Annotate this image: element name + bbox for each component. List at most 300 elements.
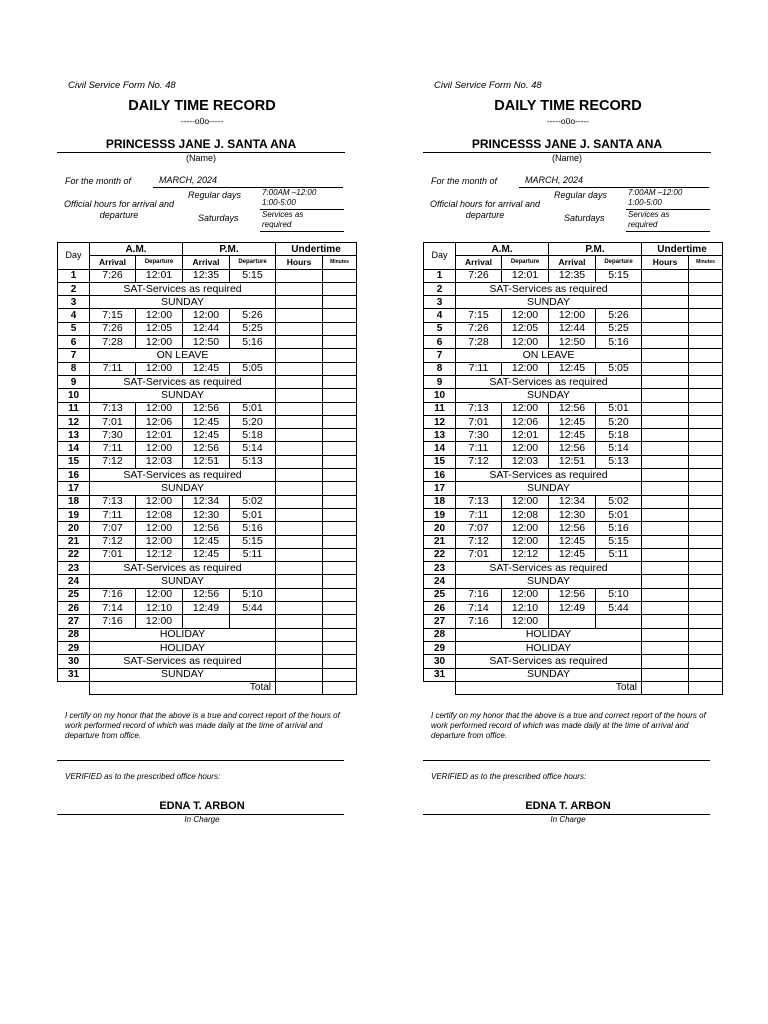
day-number: 19	[424, 508, 456, 521]
undertime-minutes	[323, 336, 357, 349]
pm-arrival-header: Arrival	[549, 256, 596, 269]
pm-departure: 5:18	[596, 429, 642, 442]
day-note: HOLIDAY	[90, 628, 276, 641]
table-row	[58, 455, 357, 468]
pm-header: P.M.	[183, 243, 276, 256]
time-record-table	[57, 242, 357, 695]
undertime-minutes	[323, 322, 357, 335]
undertime-minutes	[689, 482, 723, 495]
undertime-hours	[642, 602, 689, 615]
undertime-hours	[642, 442, 689, 455]
table-row	[58, 668, 357, 681]
day-number: 7	[424, 349, 456, 362]
undertime-hours	[276, 535, 323, 548]
pm-arrival: 12:00	[549, 309, 596, 322]
day-number: 21	[58, 535, 90, 548]
total-hours	[276, 681, 323, 694]
am-arrival: 7:26	[90, 322, 136, 335]
regular-days-morning: 7:00AM –12:00	[262, 188, 317, 197]
table-row	[424, 668, 723, 681]
table-row	[424, 495, 723, 508]
officer-role: In Charge	[550, 815, 586, 824]
am-arrival: 7:30	[90, 429, 136, 442]
undertime-minutes	[689, 415, 723, 428]
title-ornament: -----o0o-----	[546, 116, 590, 126]
officer-name: EDNA T. ARBON	[159, 800, 245, 812]
am-departure: 12:00	[136, 495, 183, 508]
verified-text: VERIFIED as to the prescribed office hours:	[65, 772, 221, 781]
time-record-body	[58, 243, 357, 695]
am-arrival: 7:01	[456, 548, 502, 561]
undertime-minutes	[323, 548, 357, 561]
day-number: 29	[58, 641, 90, 654]
minutes-header: Minutes	[323, 256, 357, 269]
undertime-hours	[276, 495, 323, 508]
table-row	[424, 508, 723, 521]
am-arrival: 7:12	[90, 535, 136, 548]
undertime-hours	[642, 615, 689, 628]
day-number: 11	[58, 402, 90, 415]
am-arrival: 7:16	[90, 588, 136, 601]
am-departure: 12:00	[136, 336, 183, 349]
table-row	[58, 282, 357, 295]
undertime-hours	[276, 615, 323, 628]
undertime-hours	[276, 655, 323, 668]
am-departure: 12:00	[502, 535, 549, 548]
undertime-minutes	[323, 575, 357, 588]
undertime-hours	[642, 269, 689, 282]
table-row	[58, 309, 357, 322]
pm-departure: 5:15	[596, 535, 642, 548]
undertime-hours	[642, 562, 689, 575]
undertime-minutes	[689, 429, 723, 442]
am-header: A.M.	[90, 243, 183, 256]
am-arrival: 7:28	[90, 336, 136, 349]
undertime-minutes	[323, 522, 357, 535]
officer-name: EDNA T. ARBON	[525, 800, 611, 812]
pm-arrival: 12:56	[183, 402, 230, 415]
am-departure: 12:00	[136, 522, 183, 535]
am-arrival: 7:11	[90, 362, 136, 375]
am-departure: 12:01	[502, 429, 549, 442]
undertime-minutes	[689, 535, 723, 548]
pm-departure: 5:02	[230, 495, 276, 508]
am-arrival: 7:16	[456, 588, 502, 601]
form-number: Civil Service Form No. 48	[434, 80, 542, 91]
undertime-hours	[276, 588, 323, 601]
employee-name: PRINCESSS JANE J. SANTA ANA	[57, 137, 345, 153]
day-number: 1	[424, 269, 456, 282]
am-departure: 12:00	[502, 495, 549, 508]
undertime-hours	[276, 309, 323, 322]
pm-arrival: 12:56	[183, 588, 230, 601]
pm-departure: 5:02	[596, 495, 642, 508]
day-number: 24	[424, 575, 456, 588]
undertime-hours	[642, 429, 689, 442]
am-departure: 12:12	[502, 548, 549, 561]
am-departure: 12:00	[502, 522, 549, 535]
table-row	[58, 269, 357, 282]
pm-departure: 5:25	[230, 322, 276, 335]
day-note: SAT-Services as required	[456, 562, 642, 575]
undertime-header: Undertime	[642, 243, 723, 256]
table-row	[424, 322, 723, 335]
day-note: SUNDAY	[456, 389, 642, 402]
undertime-hours	[642, 349, 689, 362]
day-number: 31	[58, 668, 90, 681]
am-arrival: 7:01	[90, 415, 136, 428]
table-row	[58, 362, 357, 375]
table-row	[424, 455, 723, 468]
am-departure: 12:00	[502, 588, 549, 601]
undertime-hours	[642, 309, 689, 322]
undertime-hours	[276, 389, 323, 402]
am-departure: 12:10	[502, 602, 549, 615]
pm-departure: 5:13	[596, 455, 642, 468]
undertime-hours	[276, 562, 323, 575]
undertime-hours	[642, 282, 689, 295]
regular-days-afternoon: 1:00-5:00	[628, 198, 662, 207]
undertime-minutes	[689, 455, 723, 468]
total-minutes	[323, 681, 357, 694]
am-departure: 12:06	[502, 415, 549, 428]
month-label: For the month of	[65, 176, 132, 186]
undertime-hours	[642, 322, 689, 335]
am-arrival: 7:16	[90, 615, 136, 628]
name-caption: (Name)	[551, 153, 582, 163]
undertime-hours	[642, 495, 689, 508]
undertime-hours	[642, 548, 689, 561]
pm-departure	[596, 615, 642, 628]
am-arrival: 7:11	[456, 508, 502, 521]
undertime-minutes	[689, 508, 723, 521]
table-row	[58, 615, 357, 628]
am-arrival: 7:11	[90, 442, 136, 455]
undertime-hours	[276, 522, 323, 535]
pm-arrival: 12:56	[183, 442, 230, 455]
table-row	[424, 628, 723, 641]
day-number: 23	[58, 562, 90, 575]
day-number: 20	[58, 522, 90, 535]
pm-arrival: 12:50	[183, 336, 230, 349]
pm-departure: 5:15	[596, 269, 642, 282]
am-departure: 12:03	[136, 455, 183, 468]
pm-arrival: 12:45	[183, 429, 230, 442]
am-departure: 12:00	[502, 402, 549, 415]
header-row-1	[424, 243, 723, 256]
undertime-minutes	[323, 562, 357, 575]
day-note: ON LEAVE	[456, 349, 642, 362]
undertime-minutes	[689, 655, 723, 668]
day-number: 16	[58, 469, 90, 482]
undertime-hours	[276, 336, 323, 349]
am-departure-header: Departure	[502, 256, 549, 269]
pm-departure: 5:18	[230, 429, 276, 442]
am-departure: 12:01	[136, 269, 183, 282]
undertime-minutes	[323, 362, 357, 375]
pm-departure: 5:11	[230, 548, 276, 561]
undertime-hours	[276, 469, 323, 482]
am-arrival: 7:26	[90, 269, 136, 282]
pm-departure: 5:20	[596, 415, 642, 428]
verified-text: VERIFIED as to the prescribed office hours:	[431, 772, 587, 781]
pm-departure: 5:26	[596, 309, 642, 322]
table-row	[58, 655, 357, 668]
pm-arrival: 12:56	[549, 442, 596, 455]
undertime-minutes	[689, 641, 723, 654]
day-note: SUNDAY	[90, 389, 276, 402]
day-note: SAT-Services as required	[456, 655, 642, 668]
undertime-minutes	[689, 309, 723, 322]
undertime-minutes	[689, 362, 723, 375]
am-departure: 12:00	[136, 402, 183, 415]
day-number: 3	[58, 296, 90, 309]
undertime-hours	[642, 655, 689, 668]
minutes-header: Minutes	[689, 256, 723, 269]
hours-header: Hours	[276, 256, 323, 269]
undertime-minutes	[689, 349, 723, 362]
day-number: 31	[424, 668, 456, 681]
regular-days-afternoon: 1:00-5:00	[262, 198, 296, 207]
am-header: A.M.	[456, 243, 549, 256]
day-number: 20	[424, 522, 456, 535]
undertime-hours	[276, 375, 323, 388]
certification-text: I certify on my honor that the above is a true and correct report of the hours of work performed record of which was made daily at the time of arrival and departure from office.	[431, 711, 706, 740]
day-number: 5	[58, 322, 90, 335]
pm-arrival: 12:30	[183, 508, 230, 521]
pm-arrival: 12:30	[549, 508, 596, 521]
undertime-minutes	[323, 349, 357, 362]
am-arrival-header: Arrival	[90, 256, 136, 269]
pm-arrival: 12:56	[549, 522, 596, 535]
undertime-minutes	[323, 402, 357, 415]
am-arrival: 7:15	[456, 309, 502, 322]
day-note: SUNDAY	[456, 482, 642, 495]
table-row	[424, 442, 723, 455]
day-number: 25	[58, 588, 90, 601]
table-row	[58, 415, 357, 428]
undertime-hours	[276, 641, 323, 654]
undertime-minutes	[323, 269, 357, 282]
day-number: 26	[58, 602, 90, 615]
am-arrival: 7:12	[90, 455, 136, 468]
pm-arrival: 12:45	[549, 415, 596, 428]
undertime-header: Undertime	[276, 243, 357, 256]
undertime-hours	[276, 442, 323, 455]
table-row	[58, 535, 357, 548]
month-label: For the month of	[431, 176, 498, 186]
table-row	[424, 469, 723, 482]
pm-arrival: 12:45	[183, 535, 230, 548]
undertime-minutes	[689, 469, 723, 482]
am-departure: 12:10	[136, 602, 183, 615]
pm-arrival: 12:56	[183, 522, 230, 535]
employee-signature-line	[57, 760, 344, 761]
undertime-hours	[276, 269, 323, 282]
day-number: 22	[424, 548, 456, 561]
day-note: SUNDAY	[456, 668, 642, 681]
day-number: 6	[424, 336, 456, 349]
am-arrival: 7:15	[90, 309, 136, 322]
pm-departure: 5:16	[596, 522, 642, 535]
day-number: 9	[424, 375, 456, 388]
day-number: 4	[424, 309, 456, 322]
saturdays-label: Saturdays	[564, 213, 605, 223]
table-row	[58, 389, 357, 402]
table-row	[58, 296, 357, 309]
day-number: 7	[58, 349, 90, 362]
pm-arrival: 12:45	[183, 362, 230, 375]
am-departure: 12:08	[502, 508, 549, 521]
day-note: SUNDAY	[456, 296, 642, 309]
pm-departure-header: Departure	[230, 256, 276, 269]
am-arrival: 7:13	[456, 402, 502, 415]
day-note: SAT-Services as required	[456, 469, 642, 482]
undertime-minutes	[689, 628, 723, 641]
day-number: 18	[424, 495, 456, 508]
day-number: 22	[58, 548, 90, 561]
regular-days-label: Regular days	[188, 190, 242, 200]
saturdays-value-line1: Services as	[262, 210, 304, 219]
undertime-hours	[642, 588, 689, 601]
form-title: DAILY TIME RECORD	[494, 98, 642, 114]
undertime-hours	[642, 508, 689, 521]
pm-arrival: 12:51	[183, 455, 230, 468]
day-number: 17	[424, 482, 456, 495]
undertime-hours	[642, 415, 689, 428]
undertime-hours	[642, 389, 689, 402]
undertime-minutes	[689, 402, 723, 415]
table-row	[58, 322, 357, 335]
undertime-hours	[276, 575, 323, 588]
undertime-minutes	[323, 282, 357, 295]
saturdays-value	[260, 210, 344, 232]
undertime-hours	[642, 455, 689, 468]
table-row	[424, 602, 723, 615]
undertime-minutes	[323, 641, 357, 654]
pm-departure: 5:15	[230, 535, 276, 548]
table-row	[424, 482, 723, 495]
am-arrival: 7:12	[456, 535, 502, 548]
am-arrival: 7:14	[456, 602, 502, 615]
day-number: 11	[424, 402, 456, 415]
table-row	[424, 375, 723, 388]
regular-days-morning: 7:00AM –12:00	[628, 188, 683, 197]
undertime-hours	[642, 469, 689, 482]
table-row	[58, 349, 357, 362]
undertime-hours	[276, 349, 323, 362]
pm-departure: 5:10	[230, 588, 276, 601]
undertime-minutes	[323, 655, 357, 668]
am-arrival: 7:07	[456, 522, 502, 535]
undertime-minutes	[323, 469, 357, 482]
pm-arrival: 12:00	[183, 309, 230, 322]
day-number: 23	[424, 562, 456, 575]
day-number: 30	[58, 655, 90, 668]
undertime-hours	[642, 522, 689, 535]
pm-departure: 5:25	[596, 322, 642, 335]
am-departure: 12:00	[136, 362, 183, 375]
undertime-minutes	[323, 588, 357, 601]
form-number: Civil Service Form No. 48	[68, 80, 176, 91]
pm-departure-header: Departure	[596, 256, 642, 269]
undertime-minutes	[689, 296, 723, 309]
am-arrival: 7:01	[90, 548, 136, 561]
am-departure: 12:06	[136, 415, 183, 428]
day-number: 18	[58, 495, 90, 508]
pm-arrival: 12:45	[549, 362, 596, 375]
am-departure: 12:00	[136, 588, 183, 601]
undertime-minutes	[689, 615, 723, 628]
undertime-hours	[276, 282, 323, 295]
pm-arrival: 12:34	[183, 495, 230, 508]
hours-header: Hours	[642, 256, 689, 269]
total-hours	[642, 681, 689, 694]
table-row	[424, 336, 723, 349]
title-ornament: -----o0o-----	[180, 116, 224, 126]
day-number: 17	[58, 482, 90, 495]
day-number: 14	[58, 442, 90, 455]
day-number: 13	[424, 429, 456, 442]
table-row	[58, 641, 357, 654]
undertime-minutes	[689, 442, 723, 455]
am-arrival: 7:30	[456, 429, 502, 442]
table-row	[58, 562, 357, 575]
pm-departure: 5:01	[230, 508, 276, 521]
undertime-hours	[276, 668, 323, 681]
table-row	[58, 602, 357, 615]
pm-departure: 5:13	[230, 455, 276, 468]
table-row	[424, 522, 723, 535]
day-number: 8	[424, 362, 456, 375]
am-arrival: 7:14	[90, 602, 136, 615]
regular-days-value	[626, 188, 710, 210]
am-arrival: 7:13	[90, 495, 136, 508]
undertime-minutes	[689, 375, 723, 388]
undertime-minutes	[323, 508, 357, 521]
am-departure: 12:00	[502, 615, 549, 628]
pm-arrival: 12:45	[549, 535, 596, 548]
table-row	[58, 442, 357, 455]
time-record-body	[424, 243, 723, 695]
undertime-minutes	[323, 668, 357, 681]
am-arrival: 7:16	[456, 615, 502, 628]
pm-departure: 5:20	[230, 415, 276, 428]
regular-days-value	[260, 188, 344, 210]
am-departure: 12:12	[136, 548, 183, 561]
am-arrival-header: Arrival	[456, 256, 502, 269]
table-row	[424, 575, 723, 588]
pm-arrival: 12:44	[549, 322, 596, 335]
table-row	[58, 588, 357, 601]
table-row	[424, 389, 723, 402]
am-departure: 12:03	[502, 455, 549, 468]
pm-departure: 5:05	[596, 362, 642, 375]
table-row	[58, 495, 357, 508]
pm-departure	[230, 615, 276, 628]
pm-arrival: 12:50	[549, 336, 596, 349]
am-departure: 12:00	[136, 309, 183, 322]
undertime-minutes	[323, 375, 357, 388]
am-arrival: 7:26	[456, 322, 502, 335]
undertime-minutes	[323, 429, 357, 442]
am-departure: 12:00	[502, 336, 549, 349]
pm-header: P.M.	[549, 243, 642, 256]
undertime-hours	[642, 575, 689, 588]
pm-departure: 5:01	[230, 402, 276, 415]
pm-arrival: 12:34	[549, 495, 596, 508]
day-number: 27	[58, 615, 90, 628]
